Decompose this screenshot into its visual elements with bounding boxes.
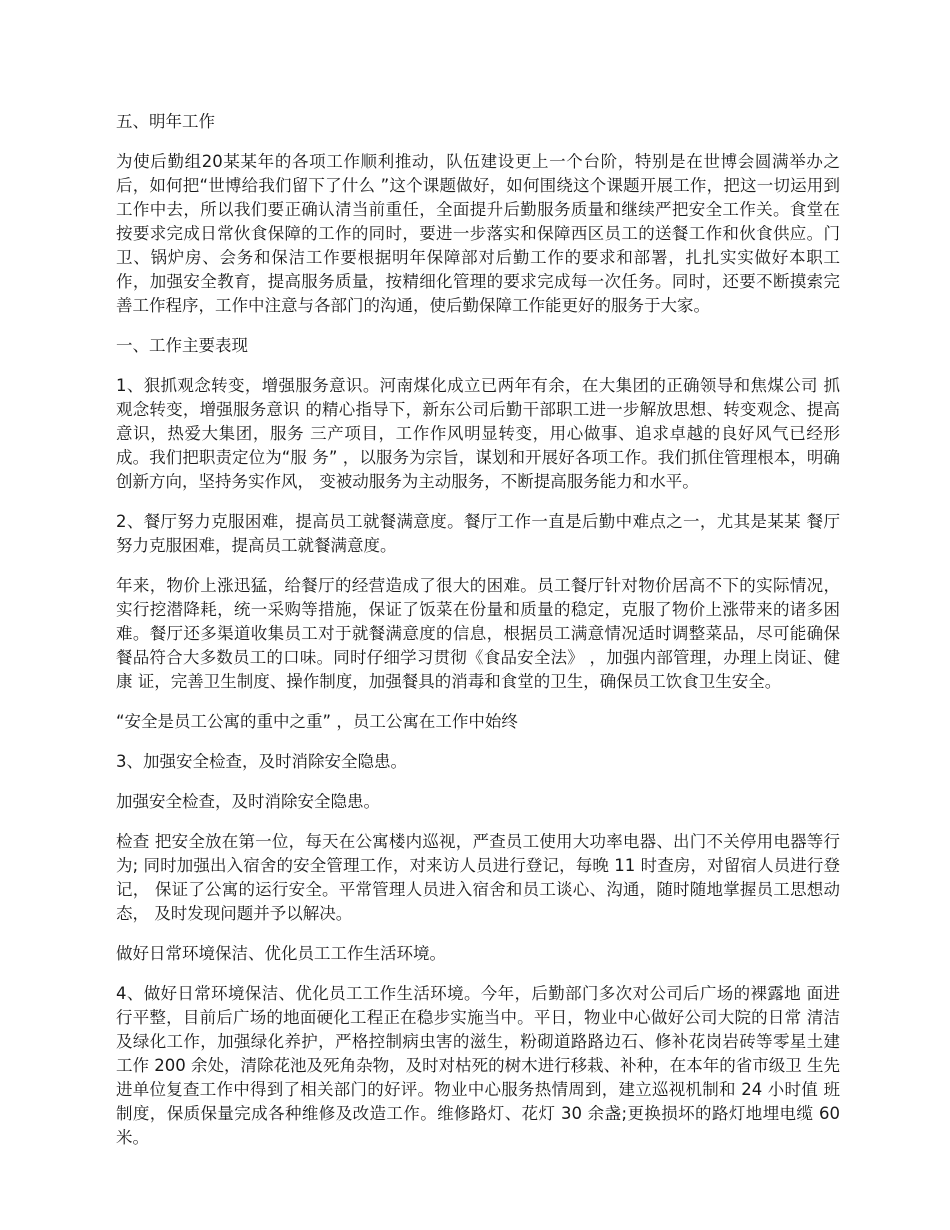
paragraph-item-3-safety-check: 3、加强安全检查，及时消除安全隐患。 [116, 752, 407, 771]
paragraph-next-year-plan: 为使后勤组20某某年的各项工作顺利推动，队伍建设更上一个台阶，特别是在世博会圆满举办之后，如何把“世博给我们留下了什么 ”这个课题做好，如何围绕这个课题开展工作，把这一切运用到工作中去，所以我们要正确认清当前重任，全面提升后勤服务质量和继续严把安全工作关。食堂在按要求完成日常伙食保障的工作的同时，要进一步落实和保障西区员工的送餐工作和伙食供应。门卫、锅炉房、会务和保洁工作要根据明年保障部对后勤工作的要求和部署，扎扎实实做好本职工作，加强安全教育，提高服务质量，按精细化管理的要求完成每一次任务。同时，还要不断摸索完善工作程序，工作中注意与各部门的沟通，使后勤保障工作能更好的服务于大家。 [116, 152, 840, 315]
paragraph-item-2-canteen: 2、餐厅努力克服困难，提高员工就餐满意度。餐厅工作一直是后勤中难点之一，尤其是某某 餐厅努力克服困难，提高员工就餐满意度。 [116, 512, 840, 555]
section-heading-next-year-work: 五、明年工作 [116, 112, 215, 131]
paragraph-safety-check-repeat: 加强安全检查，及时消除安全隐患。 [116, 792, 380, 811]
paragraph-environment-title: 做好日常环境保洁、优化员工工作生活环境。 [116, 944, 446, 963]
paragraph-item-4-environment: 4、做好日常环境保洁、优化员工工作生活环境。今年，后勤部门多次对公司后广场的裸露地 面进行平整，目前后广场的地面硬化工程正在稳步实施当中。平日，物业中心做好公司大院的日常 清洁及绿化工作，加强绿化养护，严格控制病虫害的滋生，粉砌道路路边石、修补花岗岩砖等零星土建工作 200 余处，清除花池及死角杂物，及时对枯死的树木进行移栽、补种，在本年的省市级卫 生先进单位复查工作中得到了相关部门的好评。物业中心服务热情周到，建立巡视机制和 24 小时值 班制度，保质保量完成各种维修及改造工作。维修路灯、花灯 30 余盏;更换损坏的路灯地埋电缆 60 米。 [116, 984, 840, 1147]
paragraph-safety-check-details: 检查 把安全放在第一位，每天在公寓楼内巡视，严查员工使用大功率电器、出门不关停用电器等行为; 同时加强出入宿舍的安全管理工作，对来访人员进行登记，每晚 11 时查房，对留宿人员进行登记， 保证了公寓的运行安全。平常管理人员进入宿舍和员工谈心、沟通，随时随地掌握员工思想动态， 及时发现问题并予以解决。 [116, 832, 840, 923]
paragraph-canteen-details: 年来，物价上涨迅猛，给餐厅的经营造成了很大的困难。员工餐厅针对物价居高不下的实际情况， 实行挖潜降耗，统一采购等措施，保证了饭菜在份量和质量的稳定，克服了物价上涨带来的诸多困 难。餐厅还多渠道收集员工对于就餐满意度的信息，根据员工满意情况适时调整菜品，尽可能确保 餐品符合大多数员工的口味。同时仔细学习贯彻《食品安全法》 ，加强内部管理，办理上岗证、健康 证，完善卫生制度、操作制度，加强餐具的消毒和食堂的卫生，确保员工饮食卫生安全。 [116, 576, 840, 691]
section-heading-main-performance: 一、工作主要表现 [116, 336, 248, 355]
paragraph-item-1-service-awareness: 1、狠抓观念转变，增强服务意识。河南煤化成立已两年有余，在大集团的正确领导和焦煤公司 抓观念转变，增强服务意识 的精心指导下，新东公司后勤干部职工进一步解放思想、转变观念、提高意识，热爱大集团，服务 三产项目，工作作风明显转变，用心做事、追求卓越的良好风气已经形成。我们把职责定位为“服 务” ，以服务为宗旨，谋划和开展好各项工作。我们抓住管理根本，明确创新方向，坚持务实作风， 变被动服务为主动服务，不断提高服务能力和水平。 [116, 376, 840, 491]
paragraph-dormitory-safety-quote: “安全是员工公寓的重中之重” ，员工公寓在工作中始终 [116, 712, 518, 731]
